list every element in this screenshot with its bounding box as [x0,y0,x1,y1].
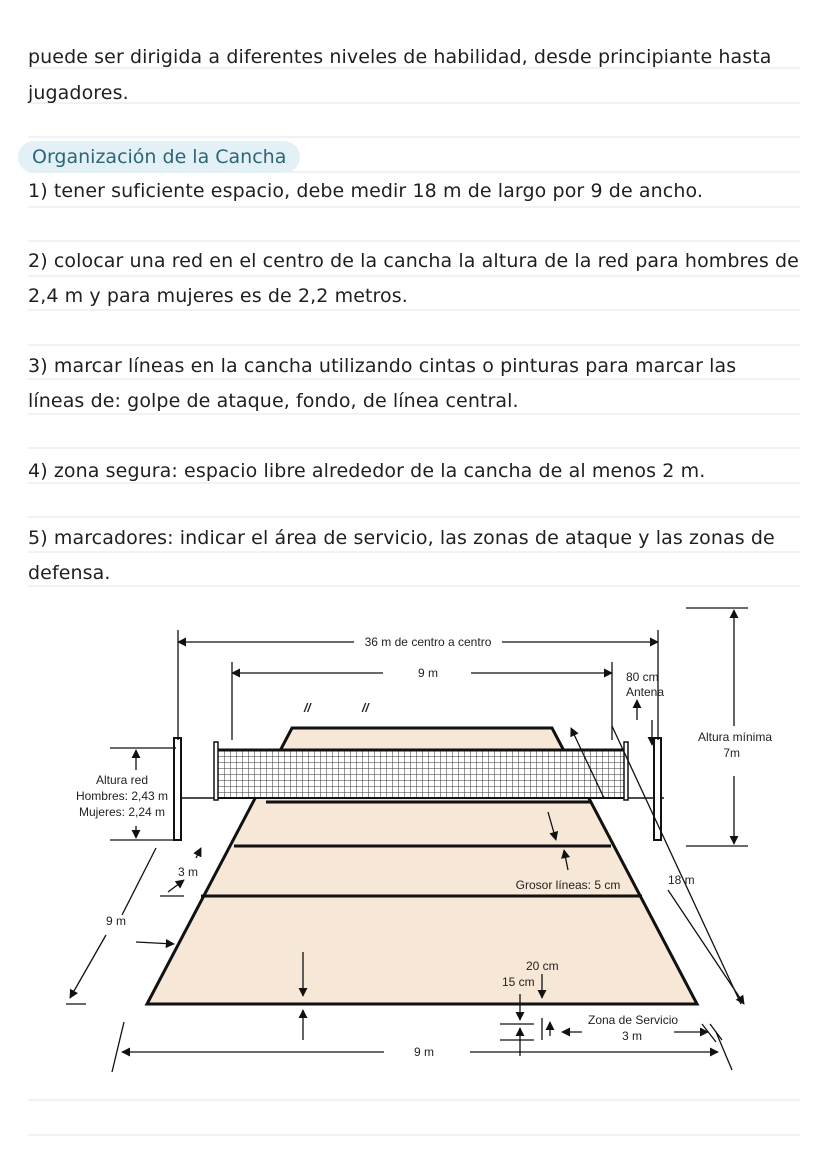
label-antenna: Antena [626,685,665,699]
item-2-line-1: 2) colocar una red en el centro de la cancha la altura de la red para hombres de [28,250,799,272]
label-width-top: 9 m [417,666,439,680]
label-15cm: 15 cm [502,975,535,989]
svg-text://: // [362,701,369,715]
antenna-right [624,742,628,800]
item-5-line-1: 5) marcadores: indicar el área de servicio, las zonas de ataque y las zonas de [28,527,775,549]
label-net-height-1: Altura red [95,773,149,787]
label-width-bottom: 9 m [413,1045,435,1059]
item-3-line-1: 3) marcar líneas en la cancha utilizando cintas o pinturas para marcar las [28,355,737,377]
antenna-left [214,742,218,800]
item-5-line-2: defensa. [28,562,111,584]
label-line-width: Grosor líneas: 5 cm [515,878,621,892]
label-length: 18 m [668,873,695,887]
volleyball-court-diagram [56,600,778,1080]
item-2-line-2: 2,4 m y para mujeres es de 2,2 metros. [28,285,408,307]
label-center: 36 m de centro a centro [364,635,492,649]
label-net-height-2: Hombres: 2,43 m [75,789,169,803]
svg-text://: // [304,701,311,715]
label-20cm: 20 cm [526,959,559,973]
intro-line-2: jugadores. [28,82,129,104]
section-heading: Organización de la Cancha [32,146,287,168]
item-1-line-1: 1) tener suficiente espacio, debe medir 18 m de largo por 9 de ancho. [28,180,703,202]
label-antenna-size: 80 cm [626,670,659,684]
label-service-zone: Zona de Servicio [588,1013,679,1027]
label-min-height-1: Altura mínima [697,730,772,744]
label-side: 9 m [106,914,127,928]
label-service-3m: 3 m [622,1029,643,1043]
label-net-height-3: Mujeres: 2,24 m [78,805,166,819]
post-left [174,738,181,840]
label-attack: 3 m [178,865,199,879]
label-min-height-2: 7m [723,746,740,760]
item-4-line-1: 4) zona segura: espacio libre alrededor de la cancha de al menos 2 m. [28,460,706,482]
intro-line-1: puede ser dirigida a diferentes niveles de habilidad, desde principiante hasta [28,46,772,68]
item-3-line-2: líneas de: golpe de ataque, fondo, de línea central. [28,390,519,412]
net [216,750,626,798]
